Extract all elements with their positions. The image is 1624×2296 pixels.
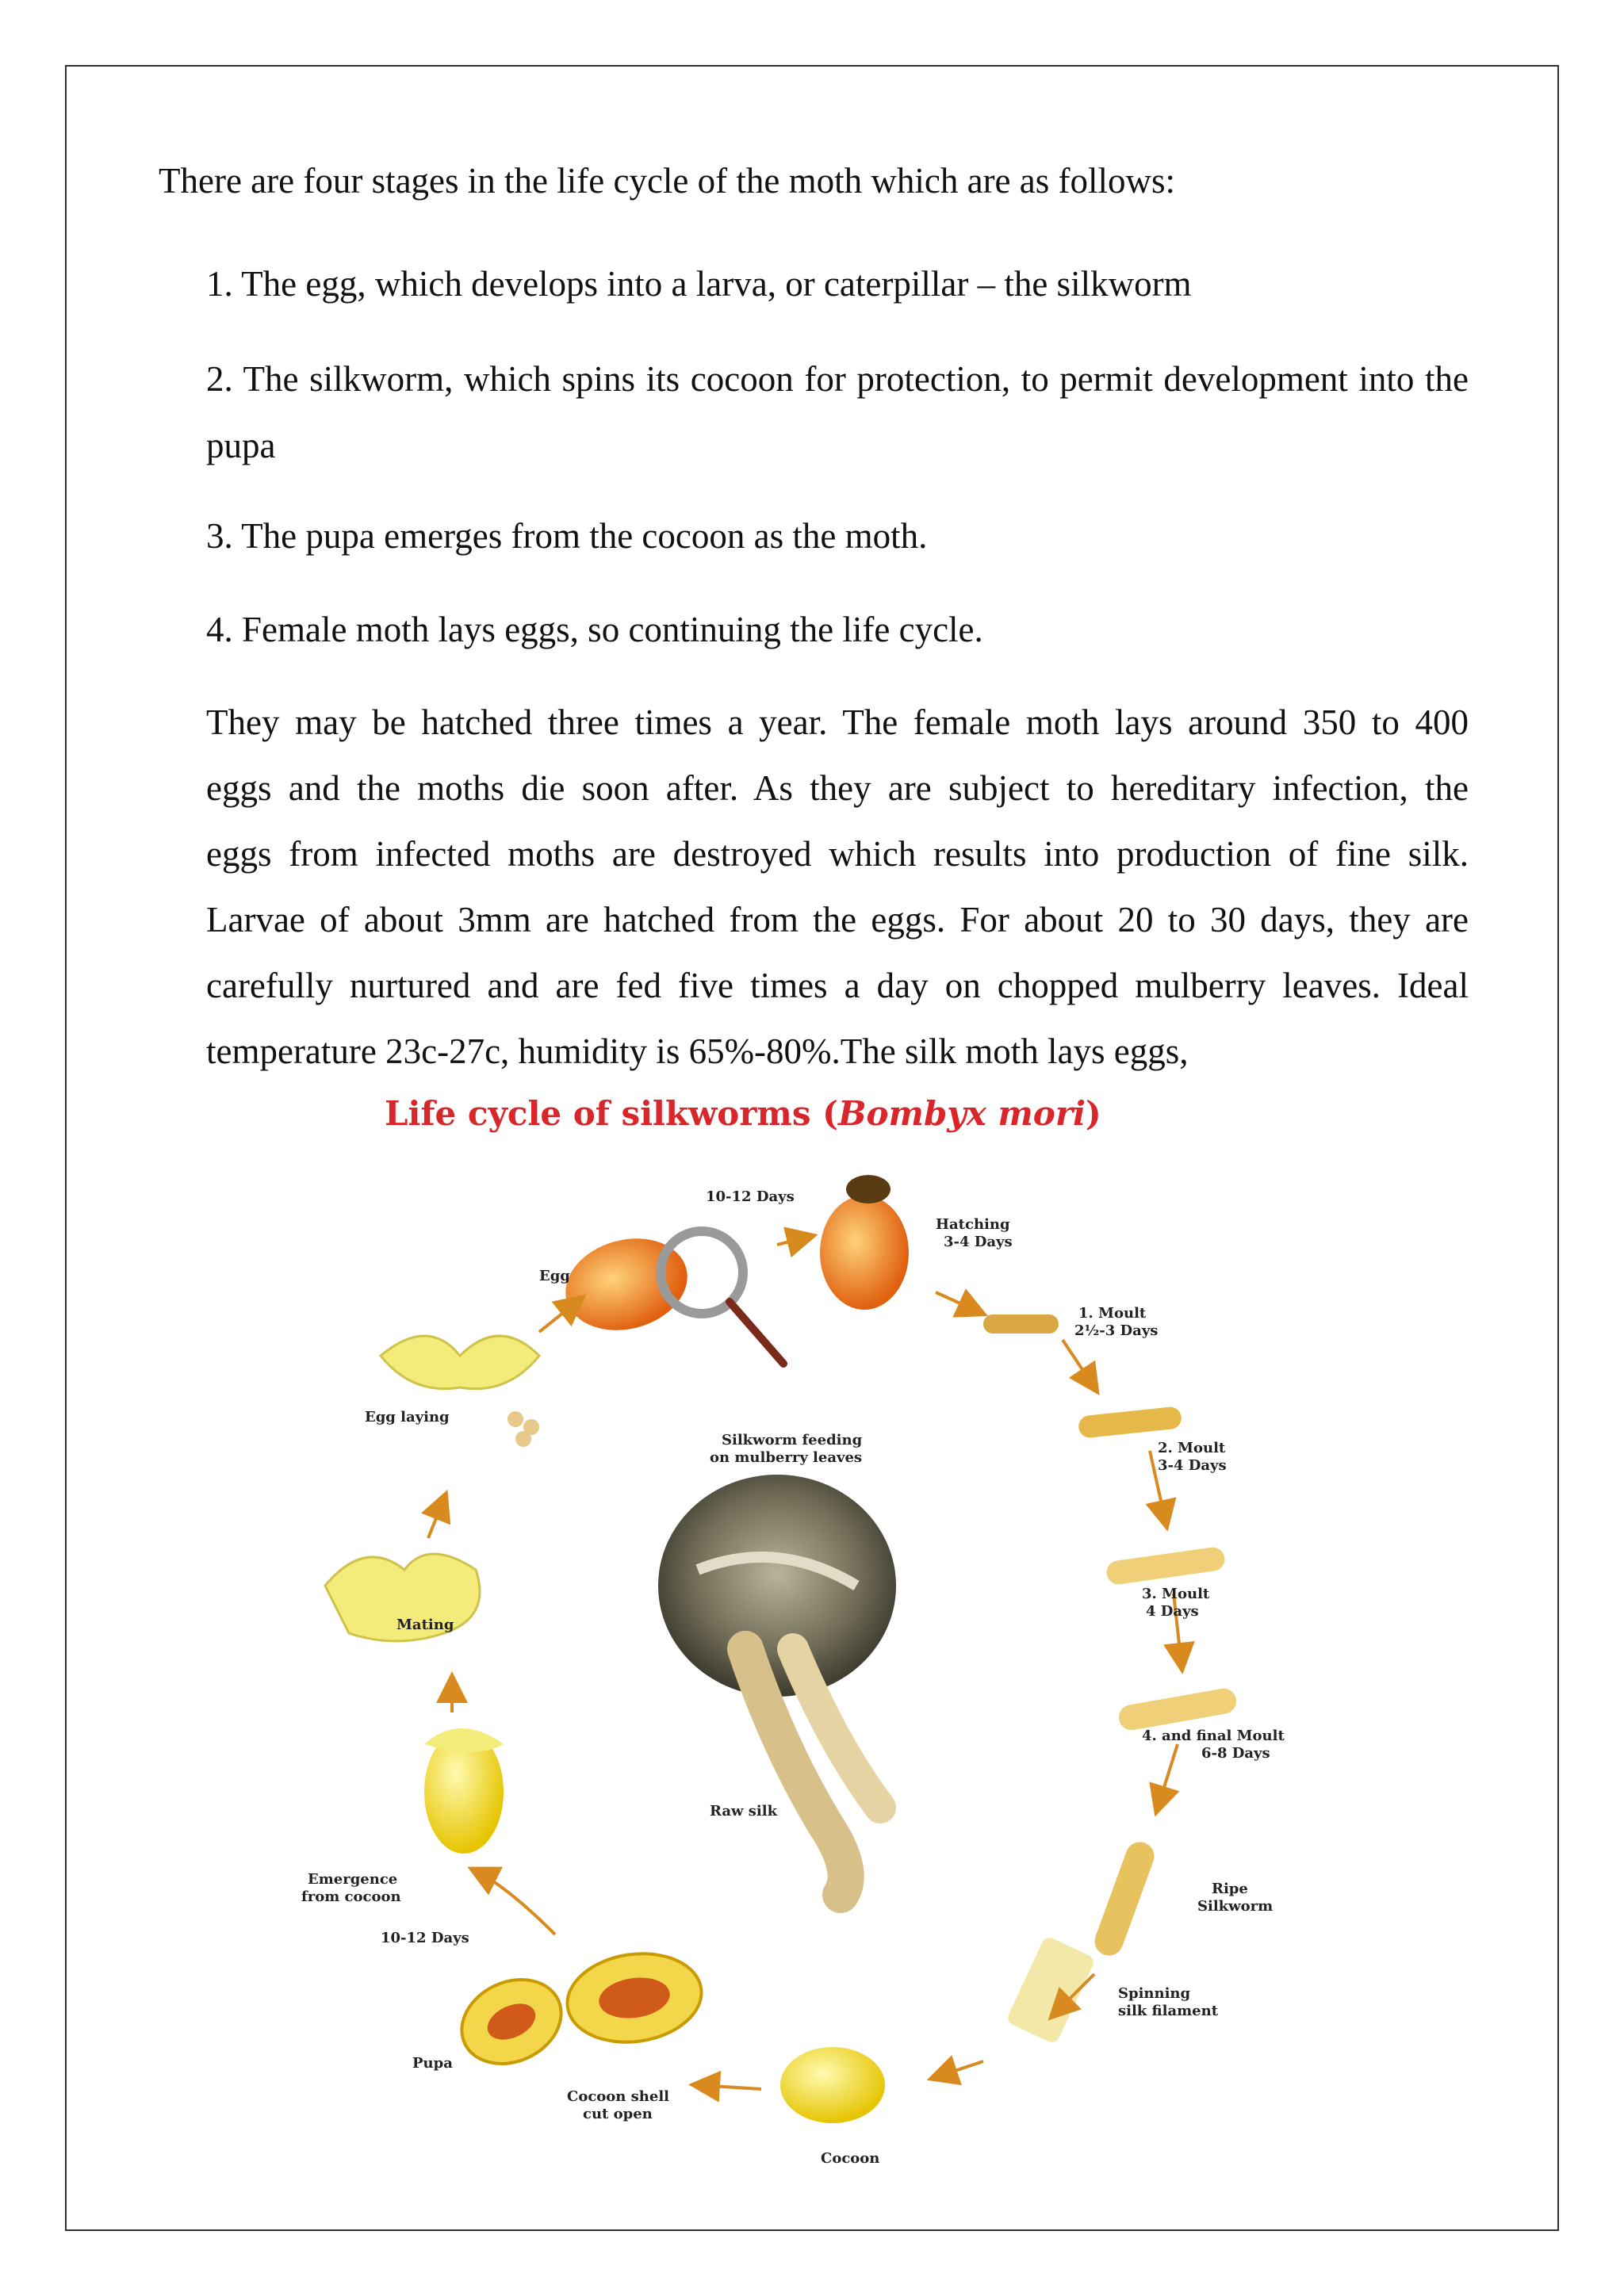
label-moult-2: 2. Moult bbox=[1158, 1440, 1226, 1456]
arrow-icon bbox=[1158, 1744, 1178, 1808]
arrow-icon bbox=[476, 1871, 555, 1934]
label-pupa: Pupa bbox=[412, 2055, 453, 2072]
stage-3: 3. The pupa emerges from the cocoon as the moth. bbox=[206, 516, 928, 556]
arrow-icon bbox=[539, 1300, 579, 1332]
arrow-icon bbox=[1063, 1340, 1094, 1387]
label-raw-silk: Raw silk bbox=[710, 1803, 778, 1820]
label-egg: Egg bbox=[539, 1268, 570, 1284]
stage-1: 1. The egg, which develops into a larva, or caterpillar – the silkworm bbox=[206, 264, 1192, 304]
cocoon-shell-illustration bbox=[561, 1946, 707, 2051]
paragraph-line: eggs and the moths die soon after. As they are subject to hereditary infection, the bbox=[206, 768, 1469, 808]
mulberry-feeding-photo bbox=[658, 1475, 896, 1697]
label-emergence: Emergence bbox=[308, 1871, 398, 1888]
label-moult-2-days: 3-4 Days bbox=[1158, 1457, 1227, 1474]
arrow-icon bbox=[428, 1498, 444, 1538]
stage-2: 2. The silkworm, which spins its cocoon for protection, to permit development into the pupa bbox=[206, 359, 1469, 465]
arrow-icon bbox=[698, 2085, 761, 2089]
label-moult-3: 3. Moult bbox=[1142, 1586, 1210, 1602]
label-mulberry: on mulberry leaves bbox=[710, 1449, 863, 1466]
label-egg-laying: Egg laying bbox=[365, 1409, 450, 1425]
hatching-paragraph bbox=[206, 690, 1469, 1085]
label-cut-open: cut open bbox=[583, 2106, 653, 2122]
label-moult-1-days: 2½-3 Days bbox=[1074, 1322, 1159, 1339]
larva-stage-2 bbox=[1078, 1406, 1182, 1438]
intro-sentence: There are four stages in the life cycle of the moth which are as follows: bbox=[159, 161, 1176, 201]
label-ripe: Ripe bbox=[1212, 1881, 1248, 1897]
figure-title: Life cycle of silkworms (Bombyx mori) bbox=[385, 1094, 1101, 1133]
label-hatching-days: 3-4 Days bbox=[944, 1234, 1013, 1250]
label-from-cocoon: from cocoon bbox=[301, 1888, 401, 1905]
pupa-illustration bbox=[448, 1964, 575, 2080]
larva-stage-3 bbox=[1105, 1546, 1227, 1586]
raw-silk-illustration bbox=[745, 1649, 880, 1895]
label-days-pupa: 10-12 Days bbox=[381, 1930, 469, 1946]
egg-laying-moth-illustration bbox=[381, 1336, 539, 1447]
label-hatching: Hatching bbox=[936, 1216, 1010, 1233]
label-mating: Mating bbox=[396, 1617, 454, 1633]
label-feeding: Silkworm feeding bbox=[722, 1432, 863, 1448]
label-moult-1: 1. Moult bbox=[1078, 1305, 1147, 1322]
label-moult-3-days: 4 Days bbox=[1146, 1603, 1199, 1620]
life-cycle-diagram bbox=[222, 1094, 1364, 2172]
silkworm-life-cycle-figure bbox=[222, 1094, 1364, 2172]
paragraph-line: eggs from infected moths are destroyed which results into production of fine silk. bbox=[206, 834, 1469, 874]
label-spinning: Spinning bbox=[1118, 1985, 1191, 2002]
label-silk-filament: silk filament bbox=[1118, 2003, 1219, 2019]
paragraph-line: temperature 23c-27c, humidity is 65%-80%.The silk moth lays eggs, bbox=[206, 1031, 1189, 1071]
label-cocoon: Cocoon bbox=[821, 2150, 880, 2167]
stage-4: 4. Female moth lays eggs, so continuing the life cycle. bbox=[206, 610, 983, 649]
label-moult-4: 4. and final Moult bbox=[1142, 1728, 1285, 1744]
label-silkworm: Silkworm bbox=[1197, 1898, 1274, 1915]
emerging-moth-illustration bbox=[424, 1728, 504, 1854]
paragraph-line: Larvae of about 3mm are hatched from the eggs. For about 20 to 30 days, they are bbox=[206, 900, 1469, 939]
larva-stage-1 bbox=[983, 1314, 1059, 1334]
label-days-top: 10-12 Days bbox=[706, 1188, 795, 1205]
spinning-silkworm-illustration bbox=[1005, 1935, 1096, 2045]
arrow-icon bbox=[936, 1292, 979, 1312]
egg-illustration bbox=[555, 1226, 783, 1364]
larva-stage-4 bbox=[1116, 1686, 1238, 1732]
arrow-icon bbox=[777, 1237, 809, 1245]
hatching-egg-illustration bbox=[820, 1175, 909, 1310]
label-moult-4-days: 6-8 Days bbox=[1201, 1745, 1270, 1762]
paragraph-line: carefully nurtured and are fed five times a day on chopped mulberry leaves. Ideal bbox=[206, 966, 1469, 1005]
label-cocoon-shell: Cocoon shell bbox=[567, 2088, 670, 2105]
paragraph-line: They may be hatched three times a year. The female moth lays around 350 to 400 bbox=[206, 702, 1469, 742]
ripe-silkworm-illustration bbox=[1090, 1838, 1158, 1959]
cocoon-illustration bbox=[780, 2047, 885, 2123]
arrow-icon bbox=[936, 2061, 983, 2077]
